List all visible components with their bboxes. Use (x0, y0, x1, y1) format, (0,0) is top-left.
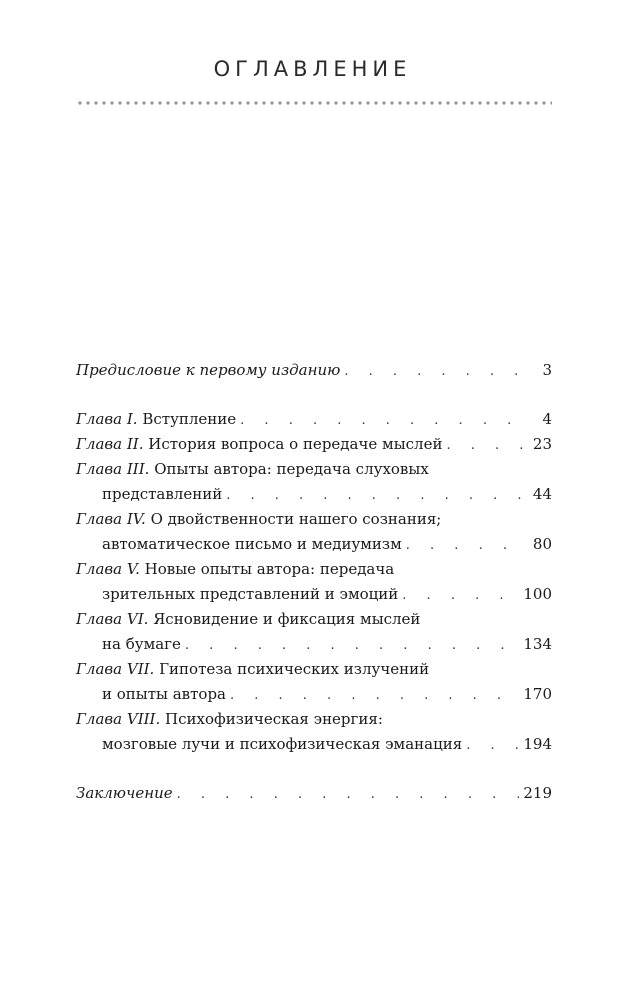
page-number: 170 (523, 685, 552, 703)
chapter-title: История вопроса о передаче мыслей (148, 435, 443, 453)
chapter-label: Глава VIII. (76, 710, 161, 728)
chapter-label: Глава V. (76, 560, 140, 578)
toc-entry-chapter-8 (76, 707, 552, 757)
page-number: 134 (523, 635, 552, 653)
page-number: 3 (542, 361, 552, 379)
chapter-label: Глава III. (76, 460, 150, 478)
chapter-label: Глава IV. (76, 510, 146, 528)
page-number: 4 (542, 410, 552, 428)
table-of-contents (76, 358, 552, 806)
toc-entry-chapter-4 (76, 507, 552, 557)
chapter-label: Глава I. (76, 410, 138, 428)
chapter-title: Новые опыты автора: передача (144, 560, 395, 578)
chapter-title-continued: на бумаге (102, 635, 181, 653)
dot-leader (240, 407, 528, 432)
toc-entry-chapter-2 (76, 432, 552, 457)
chapter-title-continued: представлений (102, 485, 223, 503)
dot-leader (406, 532, 528, 557)
toc-entry-chapter-1 (76, 407, 552, 432)
dot-leader (230, 682, 519, 707)
conclusion-title: Заключение (76, 784, 173, 802)
page-number: 80 (532, 535, 552, 553)
page-number: 219 (523, 784, 552, 802)
toc-entry-preface (76, 358, 552, 383)
chapter-title-continued: и опыты автора (102, 685, 226, 703)
dot-leader (226, 482, 528, 507)
dot-leader (402, 582, 519, 607)
dot-leader (344, 358, 528, 383)
dot-leader (185, 632, 519, 657)
chapter-title: Опыты автора: передача слуховых (154, 460, 429, 478)
dotted-divider (76, 100, 552, 106)
dot-leader (446, 432, 528, 457)
page-number: 44 (532, 485, 552, 503)
chapter-label: Глава VI. (76, 610, 149, 628)
page-title: ОГЛАВЛЕНИЕ (213, 57, 412, 81)
chapter-title-continued: автоматическое письмо и медиумизм (102, 535, 402, 553)
chapter-title: Психофизическая энергия: (165, 710, 383, 728)
chapter-title-continued: зрительных представлений и эмоций (102, 585, 399, 603)
toc-entry-conclusion (76, 781, 552, 806)
page-number: 23 (532, 435, 552, 453)
chapter-title: О двойственности нашего сознания; (150, 510, 442, 528)
toc-entry-chapter-6 (76, 607, 552, 657)
chapter-title: Гипотеза психических излучений (159, 660, 430, 678)
chapter-label: Глава VII. (76, 660, 155, 678)
toc-entry-chapter-3 (76, 457, 552, 507)
page-number: 194 (523, 735, 552, 753)
dot-leader (466, 732, 519, 757)
chapter-title: Ясновидение и фиксация мыслей (153, 610, 421, 628)
toc-entry-chapter-5 (76, 557, 552, 607)
page-number: 100 (523, 585, 552, 603)
chapter-title: Вступление (142, 410, 237, 428)
chapter-label: Глава II. (76, 435, 144, 453)
dot-leader (177, 781, 520, 806)
toc-entry-chapter-7 (76, 657, 552, 707)
preface-title: Предисловие к первому изданию (76, 361, 341, 379)
chapter-title-continued: мозговые лучи и психофизическая эманация (102, 735, 463, 753)
